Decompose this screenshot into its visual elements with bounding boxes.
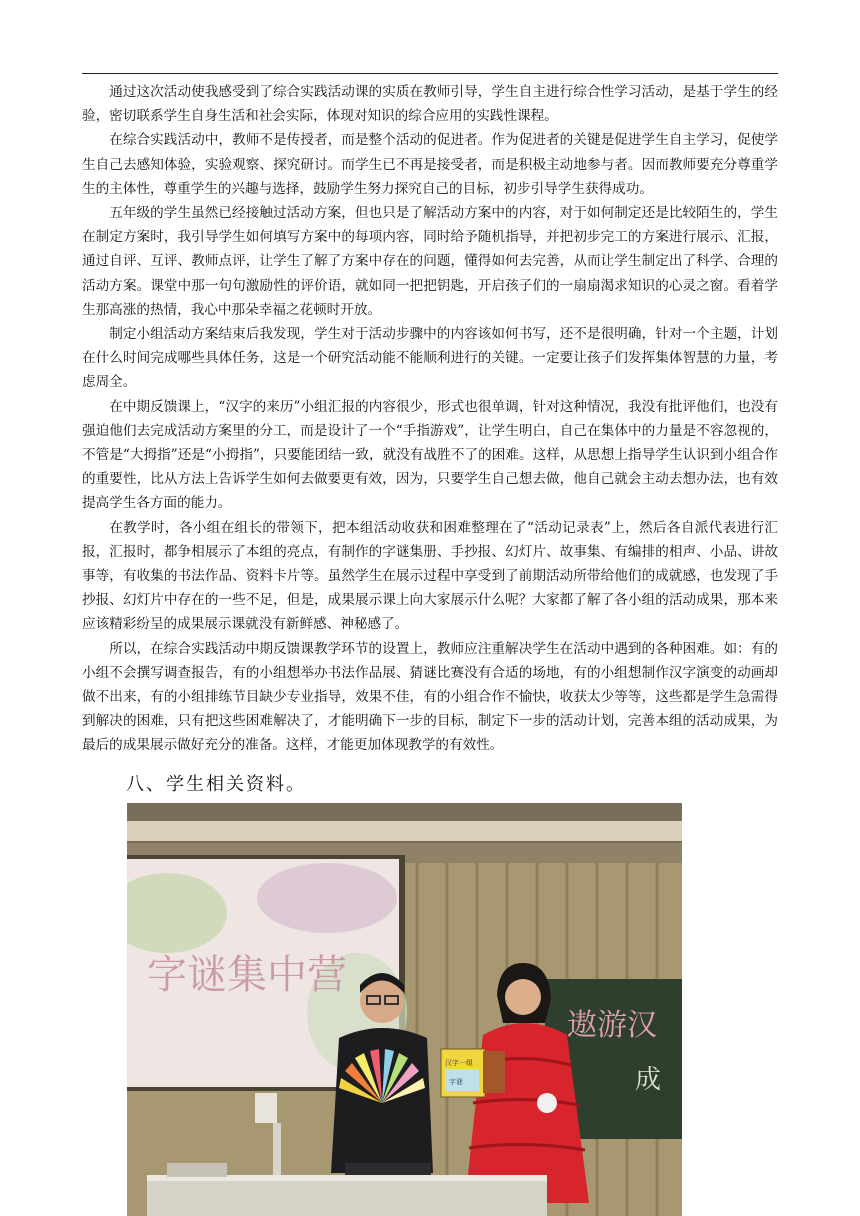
section-heading: 八、学生相关资料。 [126, 774, 306, 795]
classroom-photo [127, 803, 682, 1216]
book-title-1: 汉字一组 [445, 1059, 473, 1067]
paragraph-4: 制定小组活动方案结束后我发现，学生对于活动步骤中的内容该如何书写，还不是很明确，针对一个主题，计划在什么时间完成哪些具体任务，这是一个研究活动能不能顺利进行的关键。一定要让孩子们发挥集体智慧的力量，考虑周全。 [82, 326, 778, 391]
board-text-2: 成 [635, 1065, 662, 1095]
book-title-2: 字谜 [449, 1078, 463, 1086]
paragraph-7: 所以，在综合实践活动中期反馈课教学环节的设置上，教师应注重解决学生在活动中遇到的各种困难。如：有的小组不会撰写调查报告，有的小组想举办书法作品展、猜谜比赛没有合适的场地，有的小组想制作汉字演变的动画却做不出来，有的小组排练节目缺少专业指导，效果不佳，有的小组合作不愉快，收获太少等等，这些都是学生急需得到解决的困难，只有把这些困难解决了，才能明确下一步的目标，制定下一步的活动计划，完善本组的活动成果，为最后的成果展示做好充分的准备。这样，才能更加体现教学的有效性。 [82, 640, 778, 754]
header-rule [82, 73, 778, 74]
paragraph-3: 五年级的学生虽然已经接触过活动方案，但也只是了解活动方案中的内容，对于如何制定还是比较陌生的，学生在制定方案时，我引导学生如何填写方案中的每项内容，同时给予随机指导，并把初步完工的方案进行展示、汇报，通过自评、互评、教师点评，让学生了解了方案中存在的问题，懂得如何去完善，从而让学生制定出了科学、合理的活动方案。课堂中那一句句激励性的评价语，就如同一把把钥匙，开启孩子们的一扇扇渴求知识的心灵之窗。看着学生那高涨的热情，我心中那朵幸福之花顿时开放。 [82, 205, 778, 318]
paragraph-1: 通过这次活动使我感受到了综合实践活动课的实质在教师引导，学生自主进行综合性学习活动，是基于学生的经验，密切联系学生自身生活和社会实际，体现对知识的综合应用的实践性课程。 [82, 84, 778, 125]
board-text: 遨游汉 [567, 1008, 657, 1043]
paragraph-2: 在综合实践活动中，教师不是传授者，而是整个活动的促进者。作为促进者的关键是促进学生自主学习，促使学生自己去感知体验，实验观察、探究研讨。而学生已不再是接受者，而是积极主动地参与者。因而教师要充分尊重学生的主体性，尊重学生的兴趣与选择，鼓励学生努力探究自己的目标，初步引导学生获得成功。 [82, 132, 778, 197]
screen-title: 字谜集中营 [147, 952, 347, 998]
paragraph-6: 在教学时，各小组在组长的带领下，把本组活动收获和困难整理在了“活动记录表”上，然后各自派代表进行汇报，汇报时，都争相展示了本组的亮点，有制作的字谜集册、手抄报、幻灯片、故事集、有编排的相声、小品、讲故事等，有收集的书法作品、资料卡片等。虽然学生在展示过程中享受到了前期活动所带给他们的成就感，也发现了手抄报、幻灯片中存在的一些不足，但是，成果展示课上向大家展示什么呢？大家都了解了各小组的活动成果，那本来应该精彩纷呈的成果展示课就没有新鲜感、神秘感了。 [82, 519, 778, 633]
document-body [82, 80, 778, 758]
paragraph-5: 在中期反馈课上，“汉字的来历”小组汇报的内容很少，形式也很单调，针对这种情况，我没有批评他们，也没有强迫他们去完成活动方案里的分工，而是设计了一个“手指游戏”，让学生明白，自己在集体中的力量是不容忽视的，不管是“大拇指”还是“小拇指”，只要能团结一致，就没有战胜不了的困难。这样，从思想上指导学生认识到小组合作的重要性，比从方法上告诉学生如何去做要更有效，因为，只要学生自己想去做，他自己就会主动去想办法，也有效提高学生各方面的能力。 [82, 398, 778, 512]
